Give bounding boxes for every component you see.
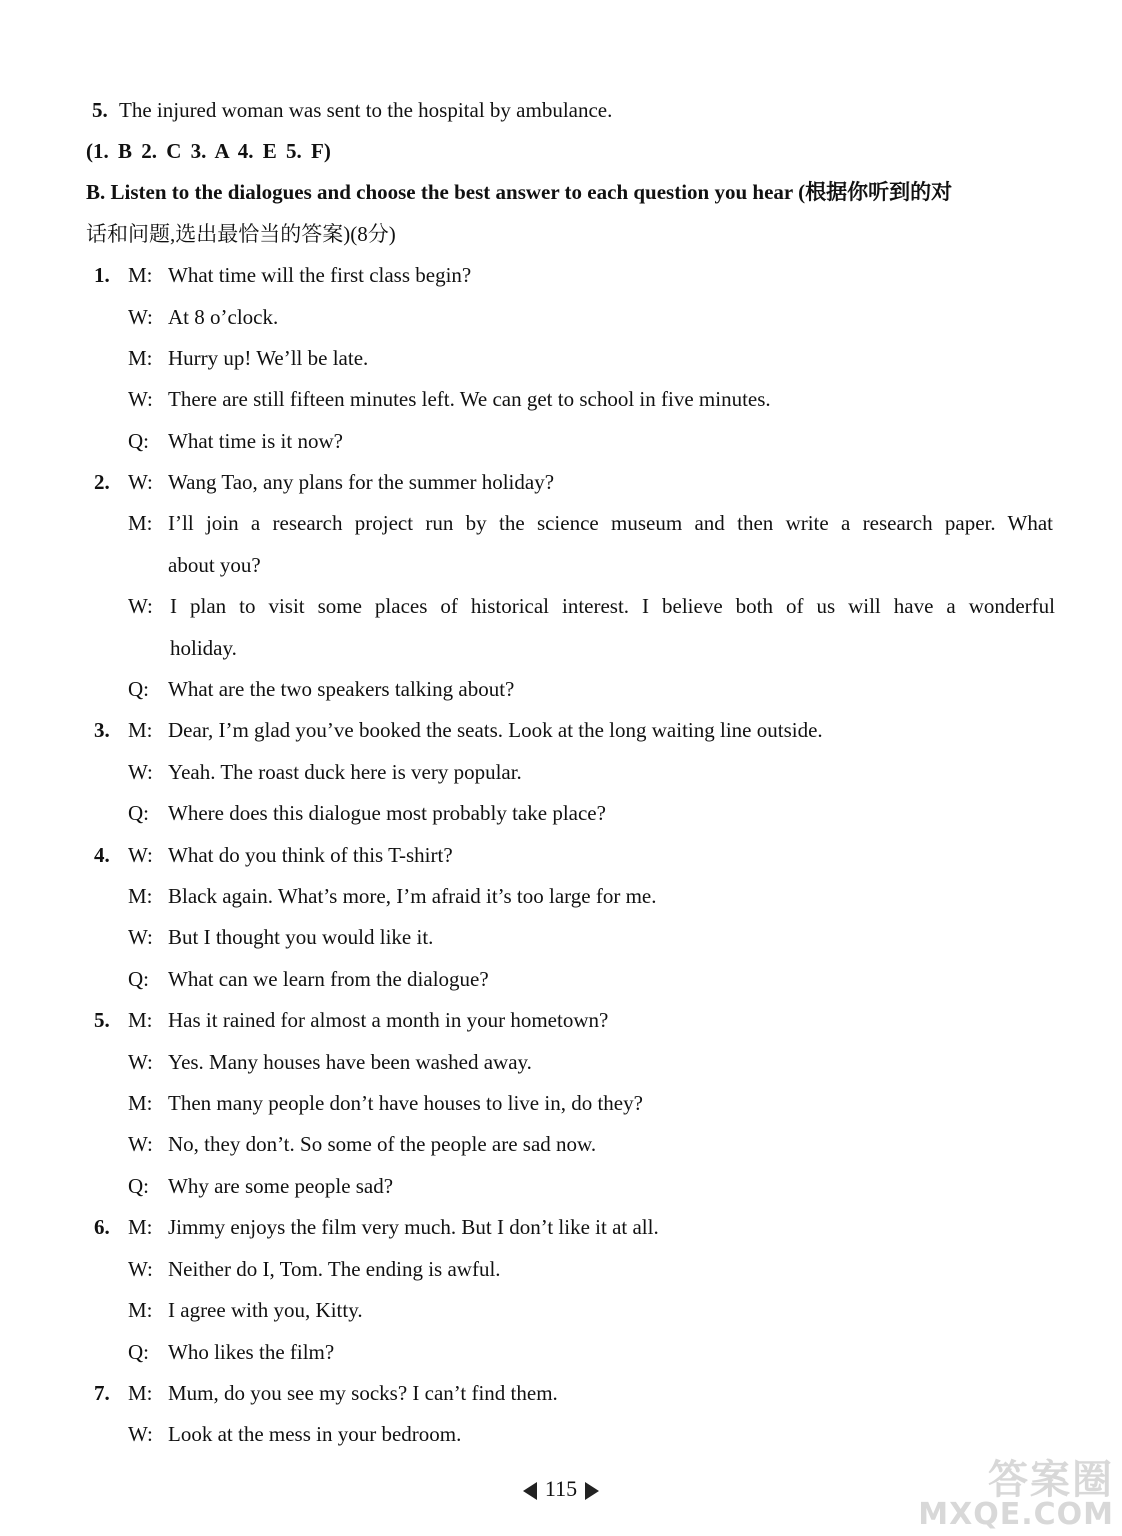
- watermark-logo: [918, 1457, 1114, 1532]
- dialogue-3-line-1: [94, 716, 823, 744]
- dialogue-4-line-1: [94, 841, 453, 869]
- line-text: What time is it now?: [168, 429, 343, 453]
- speaker: W:: [128, 1257, 153, 1281]
- line-text: What are the two speakers talking about?: [168, 677, 515, 701]
- dialogue-6-line-3: [128, 1296, 363, 1324]
- speaker: W:: [128, 470, 153, 494]
- dialogue-number: 3.: [94, 718, 110, 742]
- dialogue-7-line-2: [128, 1420, 461, 1448]
- speaker: W:: [128, 760, 153, 784]
- speaker: M:: [128, 1091, 153, 1115]
- speaker: W:: [128, 387, 153, 411]
- dialogue-6-line-2: [128, 1255, 501, 1283]
- line-text: Neither do I, Tom. The ending is awful.: [168, 1257, 501, 1281]
- dialogue-1-line-3: [128, 344, 368, 372]
- next-arrow-icon: [585, 1482, 599, 1500]
- line-text: Mum, do you see my socks? I can’t find them.: [168, 1381, 558, 1405]
- line-text: Jimmy enjoys the film very much. But I don’t like it at all.: [168, 1215, 659, 1239]
- answer-key: (1. B 2. C 3. A 4. E 5. F): [86, 139, 331, 163]
- line-text: Yes. Many houses have been washed away.: [168, 1050, 532, 1074]
- dialogue-2-line-1: [94, 468, 554, 496]
- speaker: W:: [128, 305, 153, 329]
- line-text: Look at the mess in your bedroom.: [168, 1422, 462, 1446]
- item-text: The injured woman was sent to the hospital by ambulance.: [119, 98, 613, 122]
- speaker: M:: [128, 263, 153, 287]
- dialogue-4-line-4: [128, 965, 489, 993]
- dialogue-6-line-1: [94, 1213, 659, 1241]
- speaker: W:: [128, 843, 153, 867]
- dialogue-5-line-3: [128, 1089, 643, 1117]
- line-text: Then many people don’t have houses to live in, do they?: [168, 1091, 643, 1115]
- dialogue-1-line-2: [128, 303, 278, 331]
- line-text: At 8 o’clock.: [168, 305, 279, 329]
- dialogue-1-line-1: [94, 261, 471, 289]
- speaker: M:: [128, 1381, 153, 1405]
- speaker: W:: [128, 1132, 153, 1156]
- line-text: Where does this dialogue most probably take place?: [168, 801, 606, 825]
- line-text: What time will the first class begin?: [168, 263, 472, 287]
- speaker: Q:: [128, 1174, 149, 1198]
- speaker: W:: [128, 1422, 153, 1446]
- line-text: Dear, I’m glad you’ve booked the seats. Look at the long waiting line outside.: [168, 718, 823, 742]
- speaker: M:: [128, 1008, 153, 1032]
- speaker: M:: [128, 346, 153, 370]
- speaker: Q:: [128, 967, 149, 991]
- line-text: I agree with you, Kitty.: [168, 1298, 363, 1322]
- watermark-bottom: MXQE.COM: [918, 1497, 1114, 1532]
- speaker: W:: [128, 1050, 153, 1074]
- dialogue-3-line-2: [128, 758, 522, 786]
- line-text: Who likes the film?: [168, 1340, 335, 1364]
- dialogue-1-line-4: [128, 385, 771, 413]
- dialogue-6-line-4: [128, 1338, 334, 1366]
- dialogue-number: 4.: [94, 843, 110, 867]
- item-number: 5.: [92, 98, 108, 122]
- speaker: M:: [128, 511, 153, 535]
- speaker: Q:: [128, 1340, 149, 1364]
- dialogue-2-line-2-speaker: [128, 509, 168, 537]
- dialogue-2-line-4: [128, 675, 514, 703]
- dialogue-4-line-3: [128, 923, 433, 951]
- section-a-item-5: [92, 96, 612, 124]
- line-text: But I thought you would like it.: [168, 925, 434, 949]
- dialogue-5-line-2: [128, 1048, 532, 1076]
- line-text: Has it rained for almost a month in your hometown?: [168, 1008, 609, 1032]
- watermark-top: 答案圈: [988, 1457, 1114, 1503]
- speaker: Q:: [128, 801, 149, 825]
- dialogue-2-line-3-text: I plan to visit some places of historical interest. I believe both of us will have a wonderful: [170, 594, 1055, 618]
- dialogue-2-line-2-text: I’ll join a research project run by the science museum and then write a research paper. What: [168, 511, 1053, 535]
- line-text: Wang Tao, any plans for the summer holiday?: [168, 470, 555, 494]
- dialogue-5-line-1: [94, 1006, 608, 1034]
- section-b-heading-line1: B. Listen to the dialogues and choose the best answer to each question you hear (根据你听到的对: [86, 180, 953, 204]
- speaker: M:: [128, 884, 153, 908]
- speaker: Q:: [128, 677, 149, 701]
- line-text: There are still fifteen minutes left. We can get to school in five minutes.: [168, 387, 771, 411]
- line-text: Hurry up! We’ll be late.: [168, 346, 369, 370]
- dialogue-7-line-1: [94, 1379, 558, 1407]
- dialogue-number: 2.: [94, 470, 110, 494]
- dialogue-number: 7.: [94, 1381, 110, 1405]
- previous-arrow-icon: [523, 1482, 537, 1500]
- line-text: Black again. What’s more, I’m afraid it’s too large for me.: [168, 884, 657, 908]
- dialogue-number: 5.: [94, 1008, 110, 1032]
- dialogue-2-line-3-continuation: holiday.: [170, 636, 237, 660]
- line-text: Why are some people sad?: [168, 1174, 394, 1198]
- section-b-heading-line2: 话和问题,选出最恰当的答案)(8分): [86, 222, 396, 246]
- dialogue-4-line-2: [128, 882, 657, 910]
- line-text: What do you think of this T-shirt?: [168, 843, 453, 867]
- dialogue-5-line-4: [128, 1130, 596, 1158]
- speaker: M:: [128, 1298, 153, 1322]
- dialogue-2-line-3-speaker: [128, 592, 168, 620]
- line-text: What can we learn from the dialogue?: [168, 967, 489, 991]
- speaker: Q:: [128, 429, 149, 453]
- line-text: No, they don’t. So some of the people are sad now.: [168, 1132, 597, 1156]
- dialogue-number: 1.: [94, 263, 110, 287]
- line-text: Yeah. The roast duck here is very popular.: [168, 760, 522, 784]
- speaker: W:: [128, 594, 153, 618]
- dialogue-number: 6.: [94, 1215, 110, 1239]
- dialogue-1-line-5: [128, 427, 343, 455]
- speaker: M:: [128, 718, 153, 742]
- speaker: W:: [128, 925, 153, 949]
- speaker: M:: [128, 1215, 153, 1239]
- dialogue-2-line-2-continuation: about you?: [168, 553, 261, 577]
- page-number: 115: [544, 1476, 578, 1501]
- dialogue-3-line-3: [128, 799, 606, 827]
- dialogue-5-line-5: [128, 1172, 393, 1200]
